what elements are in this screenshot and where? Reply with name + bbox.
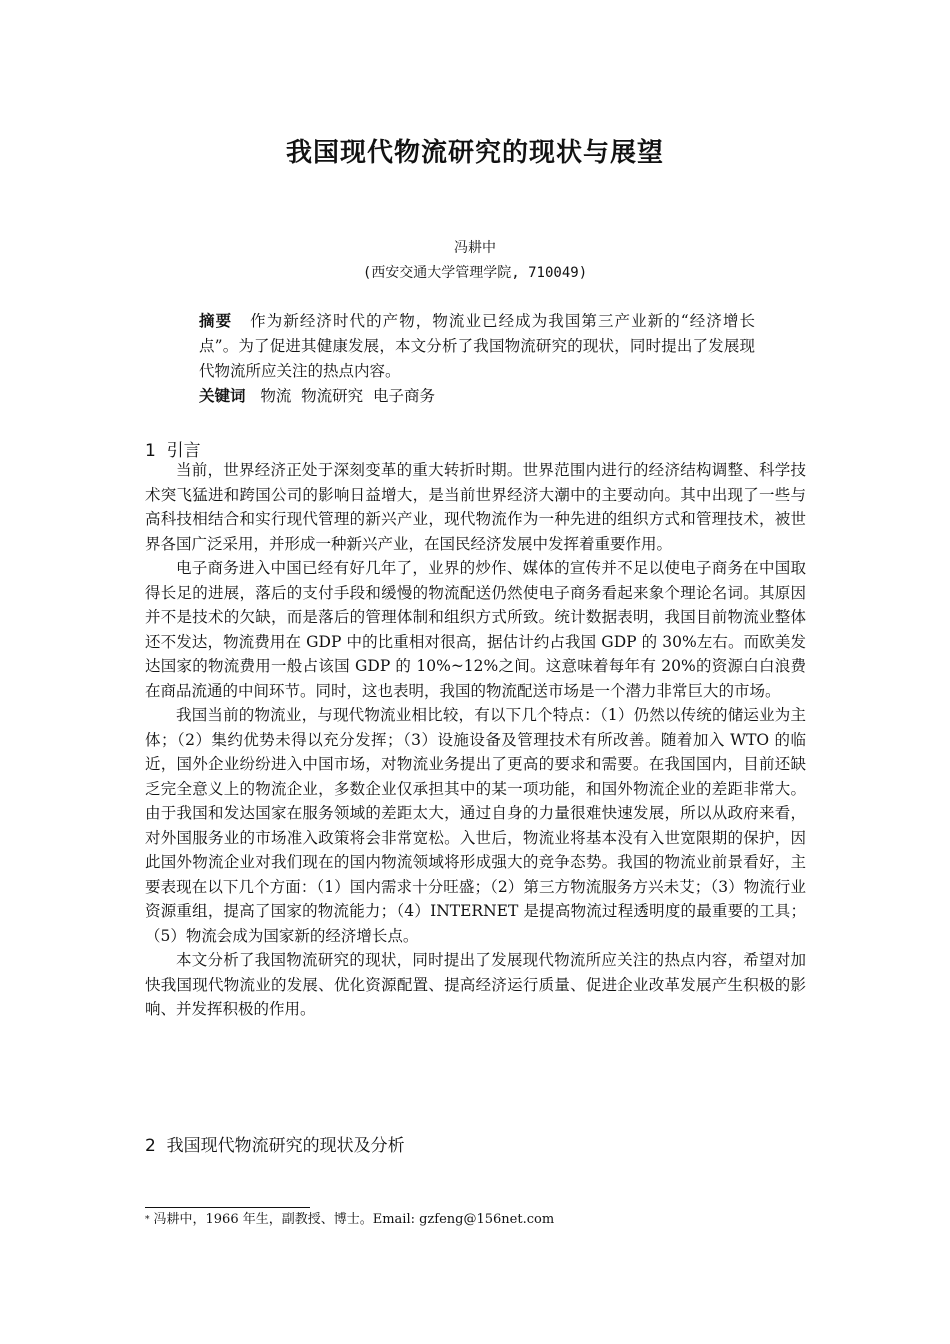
section-heading-introduction: 1 引言 [145, 441, 201, 461]
keywords-label: 关键词 [199, 387, 246, 405]
footnote-divider [145, 1207, 310, 1208]
keywords-text: 物流 物流研究 电子商务 [260, 387, 436, 405]
section-body-introduction [145, 458, 806, 1022]
abstract-label: 摘要 [199, 312, 233, 330]
paragraph: 当前，世界经济正处于深刻变革的重大转折时期。世界范围内进行的经济结构调整、科学技术突飞猛进和跨国公司的影响日益增大，是当前世界经济大潮中的主要动向。其中出现了一些与高科技相结合和实行现代管理的新兴产业，现代物流作为一种先进的组织方式和管理技术，被世界各国广泛采用，并形成一种新兴产业，在国民经济发展中发挥着重要作用。 [145, 461, 806, 553]
footnote [145, 1211, 806, 1229]
paragraph: 电子商务进入中国已经有好几年了，业界的炒作、媒体的宣传并不足以使电子商务在中国取得长足的进展，落后的支付手段和缓慢的物流配送仍然使电子商务看起来象个理论名词。其原因并不是技术的欠缺，而是落后的管理体制和组织方式所致。统计数据表明，我国目前物流业整体还不发达，物流费用在 GDP 中的比重相对很高，据估计约占我国 GDP 的 30%左右。而欧美发达国家的物流费用一般占该国 GDP 的 10%~12%之间。这意味着每年有 20%的资源白白浪费在商品流通的中间环节。同时，这也表明，我国的物流配送市场是一个潜力非常巨大的市场。 [145, 559, 806, 700]
paragraph: 我国当前的物流业，与现代物流业相比较，有以下几个特点：（1）仍然以传统的储运业为主体；（2）集约优势未得以充分发挥；（3）设施设备及管理技术有所改善。随着加入 WTO 的临近，国外企业纷纷进入中国市场，对物流业务提出了更高的要求和需要。在我国国内，目前还缺乏完全意义上的物流企业，多数企业仅承担其中的某一项功能，和国外物流企业的差距非常大。由于我国和发达国家在服务领域的差距太大，通过自身的力量很难快速发展，所以从政府来看，对外国服务业的市场准入政策将会非常宽松。入世后，物流业将基本没有入世宽限期的保护，因此国外物流企业对我们现在的国内物流领域将形成强大的竞争态势。我国的物流业前景看好，主要表现在以下几个方面：（1）国内需求十分旺盛；（2）第三方物流服务方兴未艾；（3）物流行业资源重组，提高了国家的物流能力；（4）INTERNET 是提高物流过程透明度的最重要的工具；（5）物流会成为国家新的经济增长点。 [145, 706, 807, 945]
author-affiliation: (西安交通大学管理学院, 710049) [362, 265, 588, 281]
abstract [199, 309, 755, 384]
paragraph: 本文分析了我国物流研究的现状，同时提出了发展现代物流所应关注的热点内容，希望对加快我国现代物流业的发展、优化资源配置、提高经济运行质量、促进企业改革发展产生积极的影响、并发挥积极的作用。 [145, 951, 806, 1018]
section-heading-status: 2 我国现代物流研究的现状及分析 [145, 1136, 405, 1156]
footnote-text: 冯耕中，1966 年生，副教授、博士。Email: gzfeng@156net.com [153, 1212, 555, 1227]
author-name: 冯耕中 [454, 240, 496, 256]
paper-title: 我国现代物流研究的现状与展望 [285, 138, 664, 168]
footnote-mark: * [145, 1215, 150, 1225]
keywords [199, 384, 755, 409]
abstract-text: 作为新经济时代的产物，物流业已经成为我国第三产业新的“经济增长点”。为了促进其健康发展，本文分析了我国物流研究的现状，同时提出了发展现代物流所应关注的热点内容。 [199, 312, 755, 380]
